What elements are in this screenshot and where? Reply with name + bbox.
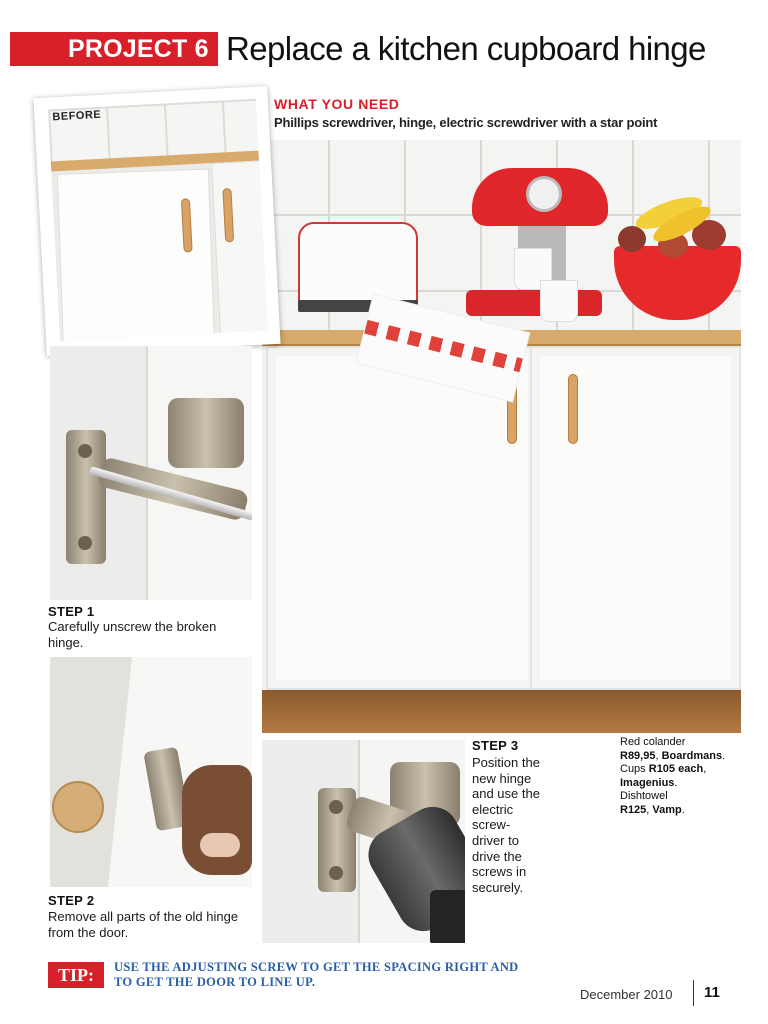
- kitchen-cupboard-photo: [262, 140, 741, 733]
- step-1-text: Carefully unscrew the broken hinge.: [48, 619, 217, 650]
- tip-label: TIP:: [58, 965, 94, 985]
- page-title: Replace a kitchen cupboard hinge: [226, 30, 706, 67]
- step-3-text: Position the new hinge and use the electric screw-driver to drive the screws in securely.: [472, 755, 540, 895]
- credit-colander-price: R89,95: [620, 749, 656, 762]
- footer-divider: [693, 980, 694, 1006]
- step-2-photo: [50, 657, 252, 887]
- credit-dishtowel-label: Dishtowel: [620, 790, 668, 802]
- issue-date: December 2010: [580, 987, 673, 1002]
- credit-cups-price: R105 each: [648, 763, 704, 775]
- step-2-text: Remove all parts of the old hinge from the door.: [48, 909, 239, 940]
- credit-colander-store: Boardmans: [661, 749, 723, 762]
- step-1-photo: [50, 346, 252, 600]
- tip-text: USE THE ADJUSTING SCREW TO GET THE SPACING RIGHT AND TO GET THE DOOR TO LINE UP.: [114, 960, 519, 989]
- before-photo: [33, 86, 280, 356]
- step-2-heading: STEP 2: [48, 893, 95, 908]
- project-label: PROJECT 6: [68, 35, 209, 63]
- page-number: 11: [704, 984, 720, 1001]
- before-label: BEFORE: [52, 108, 102, 124]
- credit-cups-store: Imagenius: [620, 776, 675, 789]
- credit-colander-label: Red colander: [620, 736, 686, 748]
- what-you-need-items: Phillips screwdriver, hinge, electric screwdriver with a star point: [274, 115, 658, 130]
- step-3-heading: STEP 3: [472, 738, 519, 753]
- credit-dishtowel-price: R125: [620, 803, 647, 816]
- credit-dishtowel-store: Vamp: [652, 803, 682, 816]
- credit-cups-label: Cups: [620, 763, 646, 775]
- step-3-photo: [262, 740, 465, 943]
- what-you-need-heading: WHAT YOU NEED: [274, 96, 400, 112]
- product-credits: Red colander R89,95, Boardmans. Cups R105 each, Imagenius. Dishtowel R125, Vamp.: [620, 736, 750, 817]
- step-1-heading: STEP 1: [48, 604, 95, 619]
